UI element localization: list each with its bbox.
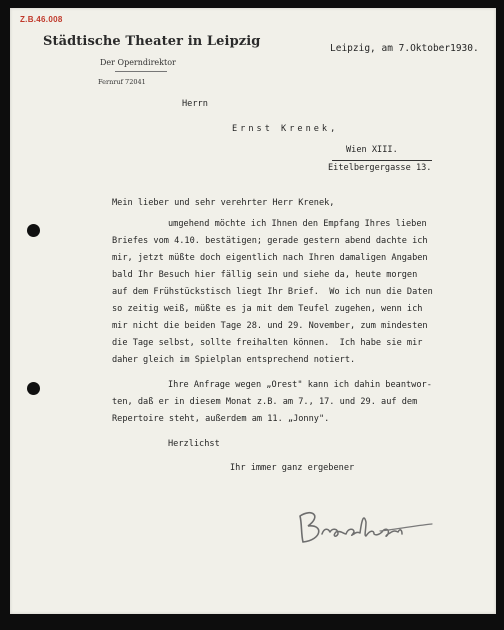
letterhead-subtitle: Der Operndirektor [100, 58, 176, 67]
closing: Herzlichst [168, 439, 220, 449]
paragraph1-line: mir, jetzt müßte doch eigentlich nach Ihren damaligen Angaben [112, 253, 428, 263]
dateline: Leipzig, am 7.Oktober1930. [330, 43, 479, 54]
paragraph1-line: daher gleich im Spielplan entsprechend notiert. [112, 355, 356, 365]
greeting: Mein lieber und sehr verehrter Herr Krenek, [112, 198, 335, 208]
paragraph2-line: Repertoire steht, außerdem am 11. „Jonny". [112, 414, 330, 424]
paragraph1-line: auf dem Frühstückstisch liegt Ihr Brief. Wo ich nun die Daten [112, 287, 433, 297]
letterhead-rule [115, 71, 167, 72]
paragraph1-line: so zeitig weiß, müßte es ja mit dem Teufel zugehen, wenn ich [112, 304, 423, 314]
paragraph2-line: Ihre Anfrage wegen „Orest" kann ich dahin beantwor- [168, 380, 432, 390]
paragraph1-line: Briefes vom 4.10. bestätigen; gerade gestern abend dachte ich [112, 236, 428, 246]
archive-mark: Z.B.46.008 [20, 15, 63, 24]
address-street: Eitelbergergasse 13. [328, 163, 432, 173]
paragraph2-line: ten, daß er in diesem Monat z.B. am 7., 17. und 29. auf dem [112, 397, 418, 407]
address-underline [332, 160, 432, 161]
letter-sheet [10, 8, 496, 614]
paragraph1-line: bald Ihr Besuch hier fällig sein und siehe da, heute morgen [112, 270, 418, 280]
valediction: Ihr immer ganz ergebener [230, 463, 355, 473]
address-salutation: Herrn [182, 99, 208, 109]
paragraph1-line: die Tage selbst, sollte freihalten können. Ich habe sie mir [112, 338, 423, 348]
punch-hole [27, 382, 40, 395]
paragraph1-line: mir nicht die beiden Tage 28. und 29. November, zum mindesten [112, 321, 428, 331]
address-city: Wien XIII. [346, 145, 398, 155]
punch-hole [27, 224, 40, 237]
letterhead-phone: Fernruf 72041 [98, 78, 146, 86]
letterhead-title: Städtische Theater in Leipzig [43, 34, 261, 49]
signature-image [292, 504, 442, 552]
address-name: Ernst Krenek, [232, 124, 339, 134]
paragraph1-line: umgehend möchte ich Ihnen den Empfang Ihres lieben [168, 219, 427, 229]
